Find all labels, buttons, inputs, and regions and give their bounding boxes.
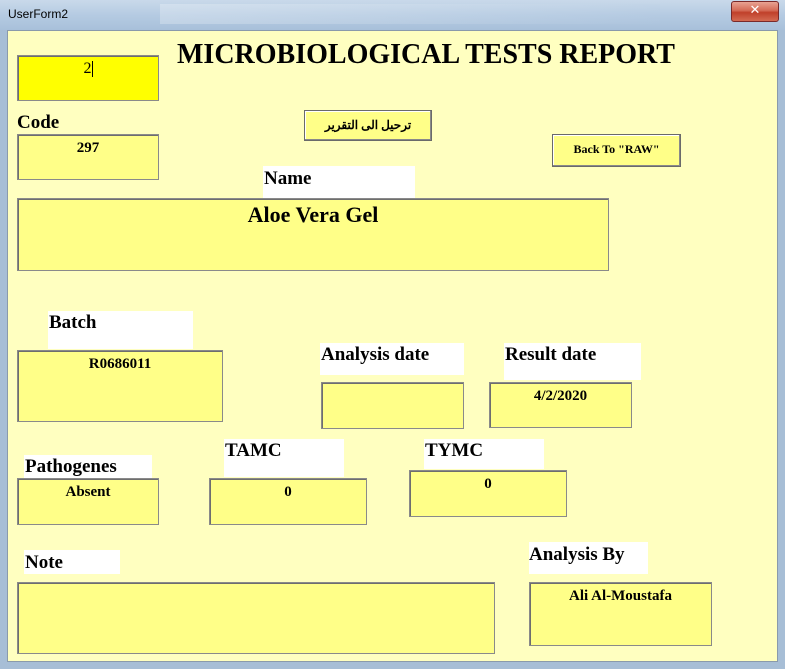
pathogenes-label: Pathogenes <box>25 456 117 477</box>
analysis-date-field[interactable] <box>321 382 464 429</box>
analysis-by-label: Analysis By <box>529 544 625 565</box>
record-counter-input[interactable] <box>17 55 159 101</box>
pathogenes-field[interactable]: Absent <box>17 478 159 525</box>
window-titlebar <box>0 0 785 30</box>
result-date-field[interactable]: 4/2/2020 <box>489 382 632 428</box>
tymc-label: TYMC <box>425 440 484 461</box>
batch-label: Batch <box>49 312 97 333</box>
form-body <box>7 30 778 662</box>
tamc-field[interactable]: 0 <box>209 478 367 525</box>
tymc-field[interactable]: 0 <box>409 470 567 517</box>
background-window-ghost <box>160 4 660 24</box>
close-icon[interactable]: ✕ <box>731 1 779 22</box>
note-label: Note <box>25 552 63 573</box>
transfer-to-report-button[interactable]: ترحيل الى التقرير <box>304 110 432 141</box>
back-to-raw-button[interactable]: Back To "RAW" <box>552 134 681 167</box>
record-counter-value: 2 <box>83 60 92 77</box>
analysis-date-label: Analysis date <box>321 344 430 365</box>
name-label: Name <box>264 168 312 189</box>
product-name-field[interactable]: Aloe Vera Gel <box>17 198 609 271</box>
page-title: MICROBIOLOGICAL TESTS REPORT <box>177 39 675 70</box>
window-title: UserForm2 <box>8 7 69 21</box>
note-field[interactable] <box>17 582 495 654</box>
batch-field[interactable]: R0686011 <box>17 350 223 422</box>
analysis-by-field[interactable]: Ali Al-Moustafa <box>529 582 712 646</box>
tamc-label: TAMC <box>225 440 282 461</box>
result-date-label: Result date <box>505 344 597 365</box>
code-field[interactable]: 297 <box>17 134 159 180</box>
code-label: Code <box>17 112 60 133</box>
